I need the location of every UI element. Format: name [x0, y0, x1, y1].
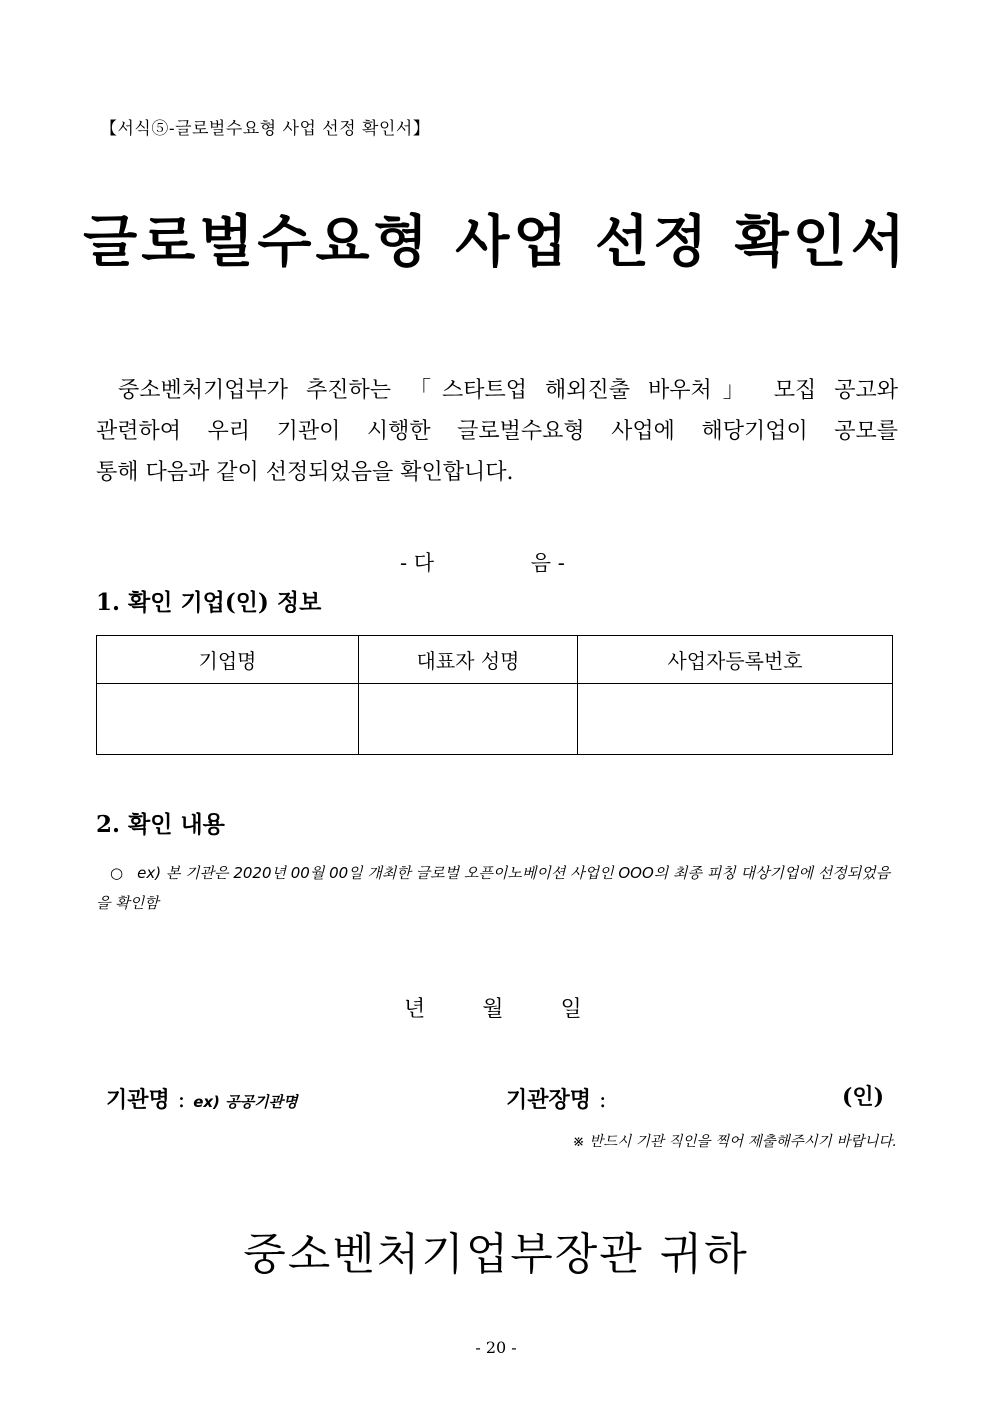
cell-representative-name[interactable]: [359, 684, 578, 755]
company-info-table: [96, 635, 893, 755]
section-2-title: 2. 확인 내용: [96, 811, 225, 838]
confirmation-content: [96, 858, 898, 918]
table-header-row: [97, 636, 893, 684]
intro-line-1: 중소벤처기업부가 추진하는 「스타트업 해외진출 바우처」 모집 공고와: [118, 378, 898, 403]
date-year: 년: [404, 997, 426, 1022]
dagum-left: - 다: [400, 551, 435, 575]
cell-business-number[interactable]: [578, 684, 893, 755]
form-label: 【서식⑤-글로벌수요형 사업 선정 확인서】: [100, 119, 431, 139]
org-name-field: [106, 1083, 298, 1114]
recipient: 중소벤처기업부장관 귀하: [243, 1229, 749, 1280]
head-name-label: 기관장명: [506, 1087, 592, 1113]
section-1-title: 1. 확인 기업(인) 정보: [96, 589, 322, 616]
intro-line-2: 관련하여 우리 기관이 시행한 글로벌수요형 사업에 해당기업이 공모를: [96, 419, 898, 444]
org-name-value[interactable]: ex) 공공기관명: [193, 1093, 298, 1111]
intro-line-3: 통해 다음과 같이 선정되었음을 확인합니다.: [96, 460, 514, 485]
stamp-notice: ※ 반드시 기관 직인을 찍어 제출해주시기 바랍니다.: [572, 1134, 897, 1150]
bullet-circle-icon: ○: [110, 864, 124, 882]
head-name-field: [506, 1083, 614, 1114]
cell-company-name[interactable]: [97, 684, 359, 755]
table-row: [97, 684, 893, 755]
org-name-label: 기관명: [106, 1087, 170, 1113]
header-business-number: 사업자등록번호: [578, 636, 893, 684]
confirmation-text: ex) 본 기관은 2020년 00월 00일 개최한 글로벌 오픈이노베이션 사업인 OOO의 최종 피칭 대상기업에 선정되었음을 확인함: [96, 864, 891, 912]
document-title: 글로벌수요형 사업 선정 확인서: [83, 209, 909, 275]
page-number: - 20 -: [475, 1338, 517, 1357]
head-name-separator: :: [599, 1088, 607, 1113]
intro-paragraph: [96, 370, 898, 493]
date-day: 일: [560, 997, 582, 1022]
org-name-separator: :: [177, 1088, 186, 1113]
date-month: 월: [482, 997, 504, 1022]
header-company-name: 기업명: [97, 636, 359, 684]
stamp-mark: (인): [842, 1084, 885, 1110]
header-representative-name: 대표자 성명: [359, 636, 578, 684]
date-line: [404, 992, 582, 1023]
dagum-heading: [400, 547, 565, 577]
dagum-right: 음 -: [530, 551, 565, 575]
